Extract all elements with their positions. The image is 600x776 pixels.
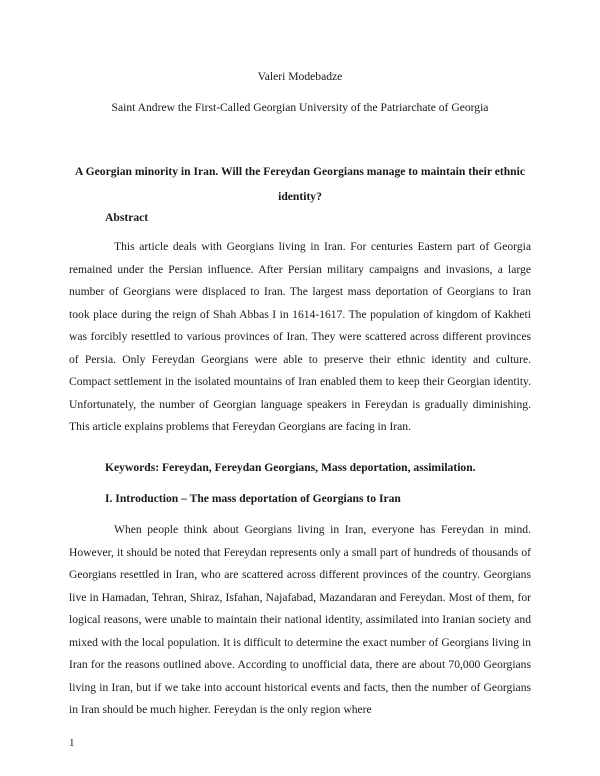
page-number: 1 — [69, 737, 75, 749]
abstract-paragraph: This article deals with Georgians living in Iran. For centuries Eastern part of Georgia remained under the Persian influence. After Persian military campaigns and invasions, a large number of Georgians were displaced to Iran. The largest mass deportation of Georgians to Iran took place during the reign of Shah Abbas I in 1614-1617. The population of kingdom of Kakheti was forcibly resettled to various provinces of Iran. They were scattered across different provinces of Persia. Only Fereydan Georgians were able to preserve their ethnic identity and culture. Compact settlement in the isolated mountains of Iran enabled them to keep their Georgian identity. Unfortunately, the number of Georgian language speakers in Fereydan is gradually diminishing. This article explains problems that Fereydan Georgians are facing in Iran. — [69, 240, 531, 433]
introduction-paragraph: When people think about Georgians living in Iran, everyone has Fereydan in mind. However, it should be noted that Fereydan represents only a small part of hundreds of thousands of Georgians resettled in Iran, who are scattered across different provinces of the country. Georgians live in Hamadan, Tehran, Shiraz, Isfahan, Najafabad, Mazandaran and Fereydan. Most of them, for logical reasons, were unable to maintain their national identity, assimilated into Iranian society and mixed with the local population. It is difficult to determine the exact number of Georgians living in Iran for the reasons outlined above. According to unofficial data, there are about 70,000 Georgians living in Iran, but if we take into account historical events and facts, then the number of Georgians in Iran should be much higher. Fereydan is the only region where — [69, 523, 531, 716]
keywords-line: Keywords: Fereydan, Fereydan Georgians, Mass deportation, assimilation. — [105, 461, 476, 474]
introduction-heading: I. Introduction – The mass deportation of Georgians to Iran — [105, 492, 401, 505]
paper-title: A Georgian minority in Iran. Will the Fereydan Georgians manage to maintain their ethnic identity? — [74, 165, 525, 203]
abstract-heading: Abstract — [105, 211, 149, 224]
author-name: Valeri Modebadze — [257, 70, 343, 83]
author-affiliation: Saint Andrew the First-Called Georgian University of the Patriarchate of Georgia — [111, 101, 489, 114]
